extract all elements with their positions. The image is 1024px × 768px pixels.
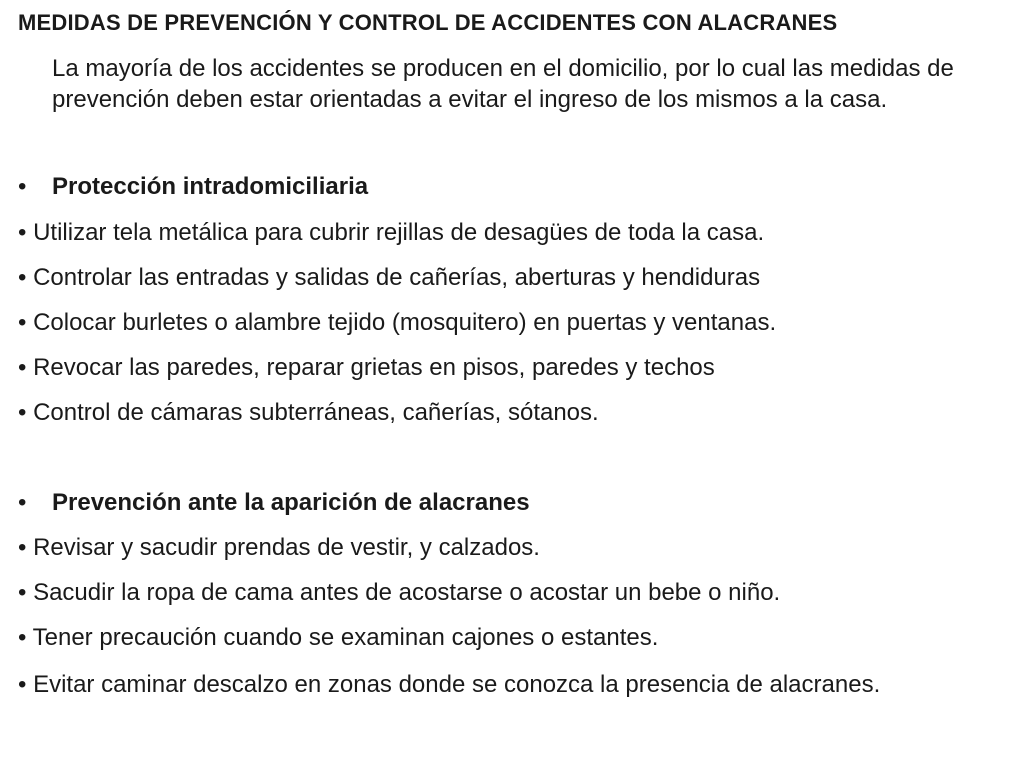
list-item: • Tener precaución cuando se examinan cajones o estantes. <box>18 624 659 651</box>
section-heading-protection <box>18 172 1008 202</box>
list-item: • Colocar burletes o alambre tejido (mosquitero) en puertas y ventanas. <box>18 309 777 336</box>
section-heading-text: Prevención ante la aparición de alacranes <box>52 489 530 516</box>
intro-paragraph: La mayoría de los accidentes se producen en el domicilio, por lo cual las medidas de prevención deben estar orientadas a evitar el ingreso de los mismos a la casa. <box>52 55 954 113</box>
list-item: • Utilizar tela metálica para cubrir rejillas de desagües de toda la casa. <box>18 219 765 246</box>
section-heading-prevention <box>18 488 1008 518</box>
list-item: • Controlar las entradas y salidas de cañerías, aberturas y hendiduras <box>18 264 761 291</box>
bullet-marker: • <box>18 489 27 516</box>
list-item: • Evitar caminar descalzo en zonas donde se conozca la presencia de alacranes. <box>18 671 881 698</box>
slide-title: MEDIDAS DE PREVENCIÓN Y CONTROL DE ACCIDENTES CON ALACRANES <box>18 10 838 35</box>
list-item: • Revisar y sacudir prendas de vestir, y calzados. <box>18 534 540 561</box>
list-item: • Control de cámaras subterráneas, cañerías, sótanos. <box>18 399 599 426</box>
section-heading-text: Protección intradomiciliaria <box>52 173 369 200</box>
bullet-marker: • <box>18 173 27 200</box>
list-item: • Revocar las paredes, reparar grietas en pisos, paredes y techos <box>18 354 715 381</box>
list-item: • Sacudir la ropa de cama antes de acostarse o acostar un bebe o niño. <box>18 579 781 606</box>
